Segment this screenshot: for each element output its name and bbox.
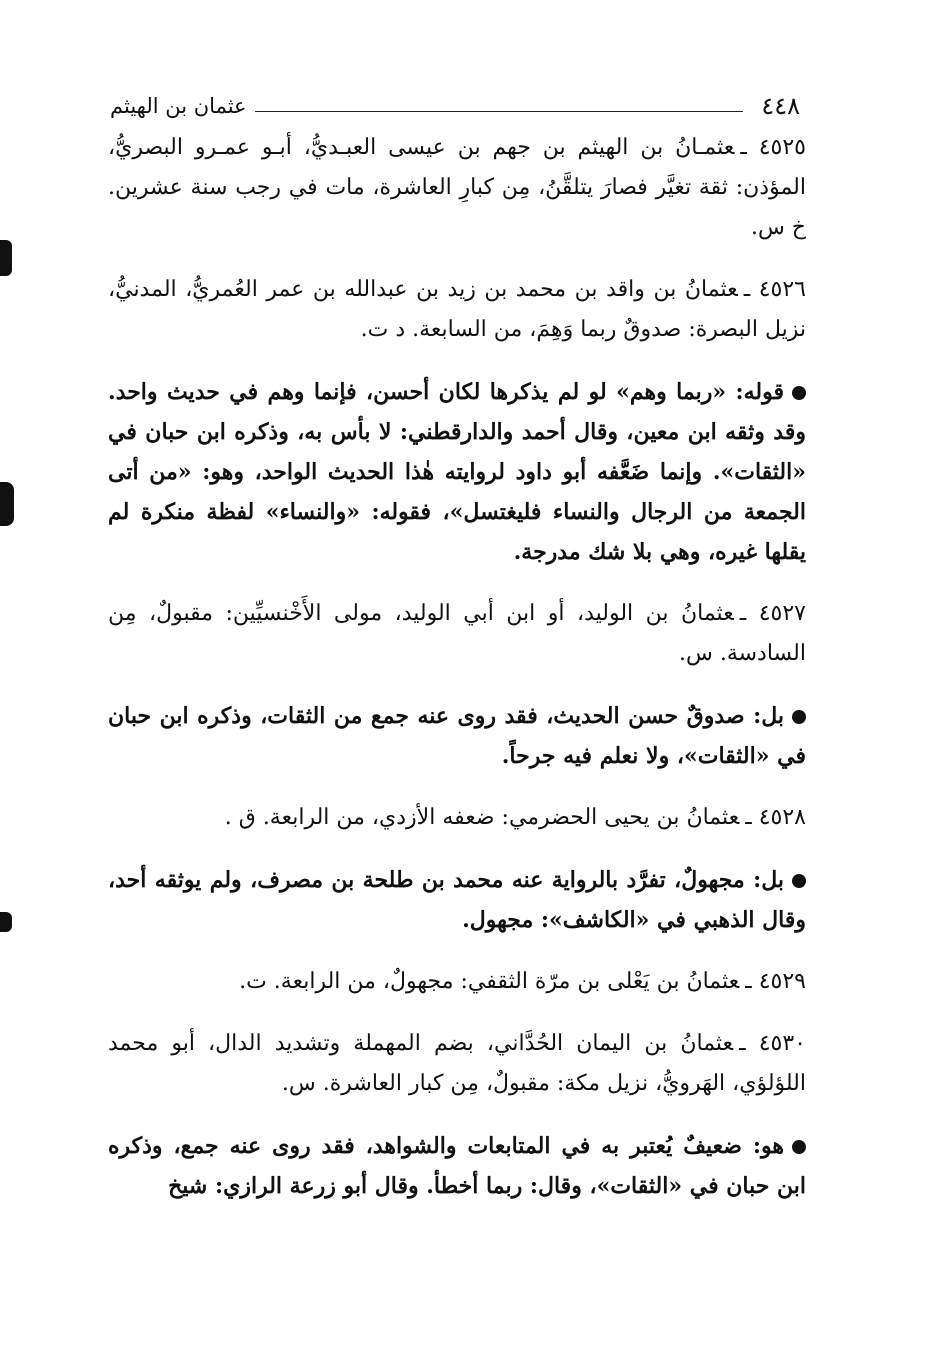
running-header (110, 92, 800, 118)
scan-edge-mark (0, 912, 12, 932)
note-text: بل: صدوقٌ حسن الحديث، فقد روى عنه جمع من الثقات، وذكره ابن حبان في «الثقات»، ولا نعلم فيه جرحاً. (108, 703, 806, 769)
entry-number: ٤٥٢٦ ـ (743, 277, 806, 302)
editor-note (108, 1126, 806, 1206)
entry-number: ٤٥٢٥ ـ (740, 135, 806, 160)
note-text: بل: مجهولٌ، تفرَّد بالرواية عنه محمد بن طلحة بن مصرف، ولم يوثقه أحد، وقال الذهبي في «الكاشف»: مجهول. (108, 867, 806, 933)
note-text: قوله: «ربما وهم» لو لم يذكرها لكان أحسن، فإنما وهم في حديث واحد. وقد وثقه ابن معين، وقال أحمد والدارقطني: لا بأس به، وذكره ابن حبان في «الثقات». وإنما ضَعَّفه أبو داود لروايته هٰذا الحديث الواحد، وهو: «من أتى الجمعة من الرجال والنساء فليغتسل»، فقوله: «والنساء» لفظة منكرة لم يقلها غيره، وهي بلا شك مدرجة. (108, 379, 806, 565)
page-body (108, 128, 806, 1228)
running-title: عثمان بن الهيثم (110, 94, 247, 118)
entry-text: عثمانُ بن واقد بن محمد بن زيد بن عبدالله بن عمر العُمريُّ، المدنيُّ، نزيل البصرة: صدوقٌ ربما وَهِمَ، من السابعة. د ت. (108, 277, 806, 342)
scan-edge-mark (0, 240, 12, 276)
scan-edge-mark (0, 482, 14, 526)
entry-number: ٤٥٢٩ ـ (745, 969, 806, 994)
header-rule (255, 111, 744, 112)
biography-entry (108, 270, 806, 350)
entry-text: عثمانُ بن يَعْلى بن مرّة الثقفي: مجهولٌ، من الرابعة. ت. (239, 969, 740, 994)
entry-number: ٤٥٢٨ ـ (745, 805, 806, 830)
editor-note (108, 372, 806, 572)
bullet-icon (792, 386, 806, 400)
bullet-icon (792, 710, 806, 724)
bullet-icon (792, 1140, 806, 1154)
entry-number: ٤٥٢٧ ـ (739, 601, 806, 626)
entry-text: عثمانُ بن يحيى الحضرمي: ضعفه الأزدي، من الرابعة. ق . (224, 805, 740, 830)
biography-entry (108, 128, 806, 248)
entry-text: عثمانُ بن الوليد، أو ابن أبي الوليد، مولى الأَخْنسيِّين: مقبولٌ، مِن السادسة. س. (108, 601, 806, 666)
editor-note (108, 860, 806, 940)
note-text: هو: ضعيفٌ يُعتبر به في المتابعات والشواهد، فقد روى عنه جمع، وذكره ابن حبان في «الثقات»، وقال: ربما أخطأ. وقال أبو زرعة الرازي: شيخ (108, 1133, 806, 1199)
entry-text: عثمـانُ بن الهيثم بن جهم بن عيسى العبـديُّ، أبـو عمـرو البصريُّ، المؤذن: ثقة تغيَّر فصارَ يتلقَّنُ، مِن كبارِ العاشرة، مات في رجب سنة عشرين. خ س. (108, 135, 806, 240)
entry-text: عثمانُ بن اليمان الحُدَّاني، بضم المهملة وتشديد الدال، أبو محمد اللؤلؤي، الهَرويُّ، نزيل مكة: مقبولٌ، مِن كبار العاشرة. س. (108, 1031, 806, 1096)
biography-entry (108, 962, 806, 1002)
biography-entry (108, 594, 806, 674)
page-number: ٤٤٨ (761, 92, 800, 120)
editor-note (108, 696, 806, 776)
entry-number: ٤٥٣٠ ـ (739, 1031, 806, 1056)
biography-entry (108, 798, 806, 838)
biography-entry (108, 1024, 806, 1104)
bullet-icon (792, 874, 806, 888)
